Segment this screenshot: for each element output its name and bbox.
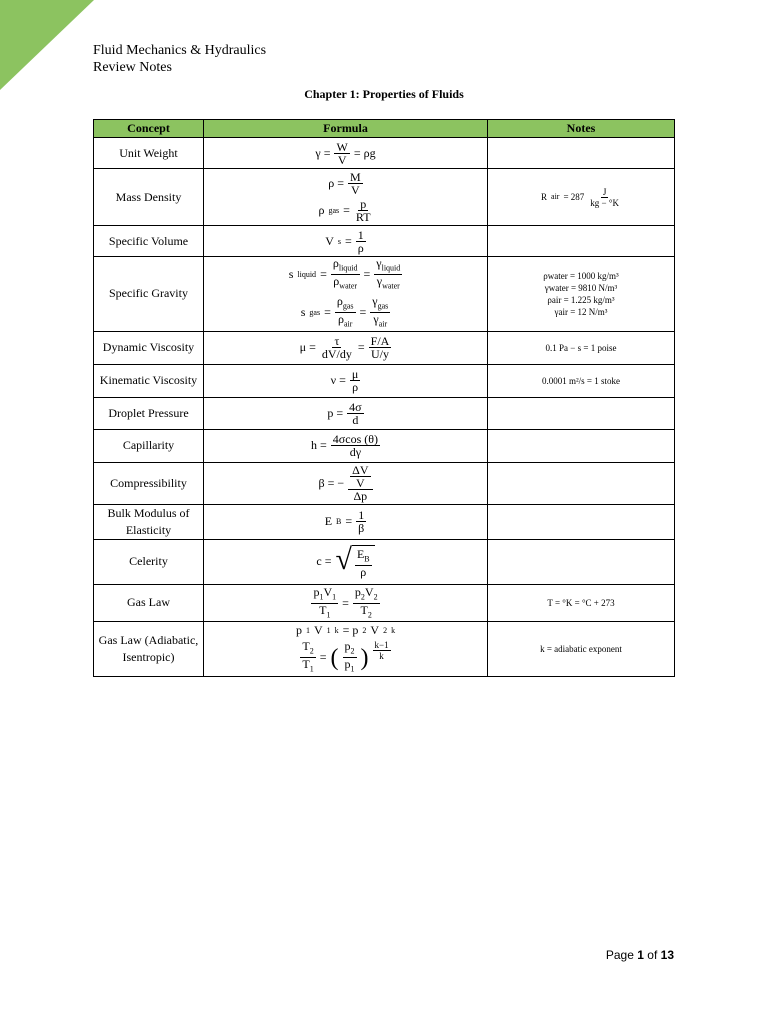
formula-cell: c = √ $\frac{E_B}{\rho}$ bbox=[204, 539, 488, 584]
page-number: Page 1 of 13 bbox=[605, 948, 674, 962]
concept-cell: Bulk Modulus of Elasticity bbox=[94, 504, 204, 539]
table-row bbox=[94, 584, 675, 622]
header-subtitle: Review Notes bbox=[93, 60, 172, 75]
notes-cell bbox=[488, 138, 675, 169]
formula-cell: s liquid = $\frac{\rho_{liquid}}{\rho_{water}}$ = $\frac{\gamma_{liquid}}{\gamma_{water}}$ s gas = $\frac{\rho_{gas}}{\rho_{air}}$ = $\frac{\gamma_{gas}}{\gamma_{air}}$ bbox=[204, 257, 488, 332]
col-notes-header: Notes bbox=[488, 120, 675, 138]
chapter-title: Chapter 1: Properties of Fluids bbox=[304, 87, 464, 101]
notes-cell bbox=[488, 397, 675, 429]
formula-cell: h = $\frac{4\sigma\cos (\theta)}{d\gamma}$ bbox=[204, 429, 488, 462]
table-row bbox=[94, 397, 675, 429]
notes-cell: ρwater = 1000 kg/m³ γwater = 9810 N/m³ ρair = 1.225 kg/m³ γair = 12 N/m³ bbox=[488, 257, 675, 332]
concept-cell: Unit Weight bbox=[94, 138, 204, 169]
formula-cell: ν = $\frac{\mu}{\rho}$ bbox=[204, 364, 488, 397]
notes-cell bbox=[488, 429, 675, 462]
formula-cell: p = $\frac{4\sigma}{d}$ bbox=[204, 397, 488, 429]
notes-cell bbox=[488, 539, 675, 584]
formula-cell: V s = $\frac{1}{\rho}$ bbox=[204, 226, 488, 257]
notes-cell: T = °K = °C + 273 bbox=[488, 584, 675, 622]
formula-cell: γ = $\frac{W}{V}$ = ρg bbox=[204, 138, 488, 169]
col-formula-header: Formula bbox=[204, 120, 488, 138]
concept-cell: Capillarity bbox=[94, 429, 204, 462]
properties-table bbox=[93, 119, 675, 677]
table-header-row bbox=[94, 120, 675, 138]
concept-cell: Specific Gravity bbox=[94, 257, 204, 332]
col-concept-header: Concept bbox=[94, 120, 204, 138]
notes-cell: 0.0001 m²/s = 1 stoke bbox=[488, 364, 675, 397]
table-row bbox=[94, 364, 675, 397]
notes-cell bbox=[488, 462, 675, 504]
formula-cell: p 1 V 1 k = p 2 V 2 k $\frac{T_2}{T_1}$ = ( $\frac{p_2}{p_1}$ ) $\frac{k-1}{k}$ bbox=[204, 622, 488, 677]
table-row bbox=[94, 257, 675, 332]
notes-cell: k = adiabatic exponent bbox=[488, 622, 675, 677]
notes-cell bbox=[488, 504, 675, 539]
table-row bbox=[94, 331, 675, 364]
table-row bbox=[94, 169, 675, 226]
formula-cell: μ = $\frac{\tau}{dV/dy}$ = $\frac{F/A}{U/y}$ bbox=[204, 331, 488, 364]
notes-cell bbox=[488, 226, 675, 257]
notes-cell: R air = 287 $\frac{J}{kg - ^\circ K}$ bbox=[488, 169, 675, 226]
formula-cell: E B = $\frac{1}{\beta}$ bbox=[204, 504, 488, 539]
concept-cell: Gas Law bbox=[94, 584, 204, 622]
formula-cell: ρ = $\frac{M}{V}$ ρ gas = $\frac{p}{RT}$ bbox=[204, 169, 488, 226]
concept-cell: Dynamic Viscosity bbox=[94, 331, 204, 364]
formula-cell: $\frac{p_1V_1}{T_1}$ = $\frac{p_2V_2}{T_2}$ bbox=[204, 584, 488, 622]
concept-cell: Droplet Pressure bbox=[94, 397, 204, 429]
table-row bbox=[94, 226, 675, 257]
notes-cell: 0.1 Pa − s = 1 poise bbox=[488, 331, 675, 364]
table-row bbox=[94, 539, 675, 584]
table-row bbox=[94, 462, 675, 504]
table-row bbox=[94, 429, 675, 462]
header-title: Fluid Mechanics & Hydraulics bbox=[93, 43, 267, 58]
concept-cell: Compressibility bbox=[94, 462, 204, 504]
document-header bbox=[93, 42, 266, 76]
table-row bbox=[94, 504, 675, 539]
concept-cell: Specific Volume bbox=[94, 226, 204, 257]
table-row bbox=[94, 138, 675, 169]
concept-cell: Kinematic Viscosity bbox=[94, 364, 204, 397]
concept-cell: Celerity bbox=[94, 539, 204, 584]
formula-cell: β = − $\frac{\frac{\Delta V}{V}}{\Delta p}$ bbox=[204, 462, 488, 504]
concept-cell: Mass Density bbox=[94, 169, 204, 226]
corner-decoration bbox=[0, 0, 94, 90]
concept-cell: Gas Law (Adiabatic, Isentropic) bbox=[94, 622, 204, 677]
table-row bbox=[94, 622, 675, 677]
